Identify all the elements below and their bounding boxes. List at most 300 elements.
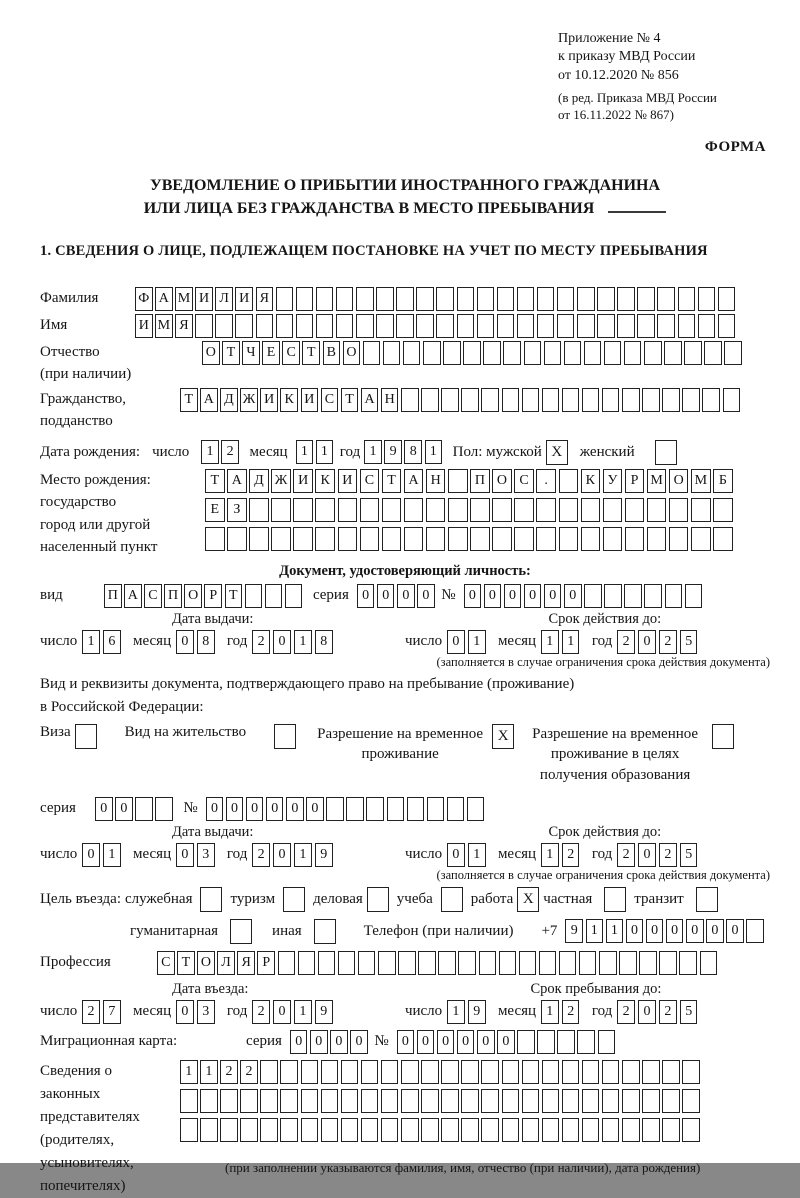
char-cell[interactable] xyxy=(260,1118,278,1142)
char-cell[interactable]: К xyxy=(280,388,298,412)
char-cell[interactable] xyxy=(481,388,499,412)
char-cell[interactable]: О xyxy=(492,469,512,493)
char-cell[interactable] xyxy=(657,314,675,338)
char-cell[interactable] xyxy=(135,797,153,821)
char-cell[interactable] xyxy=(562,1089,580,1113)
char-cell[interactable] xyxy=(577,314,595,338)
char-cell[interactable] xyxy=(492,498,512,522)
char-cell[interactable] xyxy=(624,341,642,365)
char-cell[interactable]: 1 xyxy=(103,843,121,867)
char-cell[interactable] xyxy=(637,314,655,338)
char-cell[interactable]: 2 xyxy=(82,1000,100,1024)
char-cell[interactable] xyxy=(622,1060,640,1084)
char-cell[interactable]: 0 xyxy=(626,919,644,943)
char-cell[interactable] xyxy=(536,527,556,551)
char-cell[interactable] xyxy=(662,388,680,412)
char-cell[interactable] xyxy=(479,951,497,975)
char-cell[interactable]: 1 xyxy=(200,1060,218,1084)
char-cell[interactable]: С xyxy=(157,951,175,975)
char-cell[interactable] xyxy=(562,388,580,412)
char-cell[interactable]: М xyxy=(691,469,711,493)
char-cell[interactable] xyxy=(514,527,534,551)
char-cell[interactable]: Ж xyxy=(240,388,258,412)
char-cell[interactable] xyxy=(562,1060,580,1084)
char-cell[interactable] xyxy=(542,1118,560,1142)
char-cell[interactable]: А xyxy=(200,388,218,412)
char-cell[interactable]: Я xyxy=(175,314,193,338)
char-cell[interactable]: 0 xyxy=(564,584,582,608)
char-cell[interactable] xyxy=(301,1118,319,1142)
char-cell[interactable]: П xyxy=(104,584,122,608)
char-cell[interactable] xyxy=(718,314,736,338)
char-cell[interactable] xyxy=(597,287,615,311)
char-cell[interactable] xyxy=(387,797,405,821)
char-cell[interactable] xyxy=(338,527,358,551)
char-cell[interactable] xyxy=(427,797,445,821)
char-cell[interactable] xyxy=(361,1060,379,1084)
char-cell[interactable] xyxy=(326,797,344,821)
char-cell[interactable] xyxy=(448,527,468,551)
char-cell[interactable] xyxy=(617,314,635,338)
char-cell[interactable]: И xyxy=(293,469,313,493)
char-cell[interactable] xyxy=(622,1089,640,1113)
edu-permit-checkbox[interactable] xyxy=(712,724,734,749)
char-cell[interactable]: Т xyxy=(302,341,320,365)
char-cell[interactable]: 3 xyxy=(197,843,215,867)
char-cell[interactable]: М xyxy=(175,287,193,311)
char-cell[interactable] xyxy=(458,951,476,975)
char-cell[interactable]: 8 xyxy=(404,440,422,464)
char-cell[interactable] xyxy=(220,1118,238,1142)
char-cell[interactable] xyxy=(448,498,468,522)
char-cell[interactable] xyxy=(276,287,294,311)
char-cell[interactable]: 3 xyxy=(197,1000,215,1024)
char-cell[interactable]: 5 xyxy=(680,843,698,867)
char-cell[interactable] xyxy=(401,1089,419,1113)
char-cell[interactable] xyxy=(441,1060,459,1084)
char-cell[interactable]: 7 xyxy=(103,1000,121,1024)
char-cell[interactable]: 0 xyxy=(273,1000,291,1024)
char-cell[interactable] xyxy=(381,1060,399,1084)
char-cell[interactable] xyxy=(401,1060,419,1084)
char-cell[interactable]: Ч xyxy=(242,341,260,365)
char-cell[interactable] xyxy=(678,314,696,338)
char-cell[interactable] xyxy=(467,797,485,821)
char-cell[interactable]: П xyxy=(470,469,490,493)
char-cell[interactable] xyxy=(265,584,283,608)
char-cell[interactable] xyxy=(625,498,645,522)
char-cell[interactable]: М xyxy=(155,314,173,338)
char-cell[interactable] xyxy=(404,498,424,522)
char-cell[interactable]: 1 xyxy=(468,630,486,654)
char-cell[interactable]: А xyxy=(361,388,379,412)
char-cell[interactable] xyxy=(536,498,556,522)
char-cell[interactable]: Т xyxy=(177,951,195,975)
char-cell[interactable] xyxy=(336,287,354,311)
char-cell[interactable] xyxy=(517,287,535,311)
char-cell[interactable] xyxy=(443,341,461,365)
purpose-business-checkbox[interactable] xyxy=(367,887,389,912)
char-cell[interactable]: Р xyxy=(204,584,222,608)
char-cell[interactable] xyxy=(470,498,490,522)
char-cell[interactable]: 0 xyxy=(638,630,656,654)
char-cell[interactable]: А xyxy=(155,287,173,311)
char-cell[interactable]: 0 xyxy=(330,1030,348,1054)
char-cell[interactable]: К xyxy=(581,469,601,493)
char-cell[interactable] xyxy=(581,498,601,522)
char-cell[interactable]: 2 xyxy=(659,843,677,867)
char-cell[interactable] xyxy=(584,341,602,365)
char-cell[interactable] xyxy=(502,1118,520,1142)
char-cell[interactable] xyxy=(557,287,575,311)
char-cell[interactable]: 0 xyxy=(273,843,291,867)
char-cell[interactable] xyxy=(296,287,314,311)
char-cell[interactable]: Т xyxy=(222,341,240,365)
char-cell[interactable] xyxy=(341,1118,359,1142)
char-cell[interactable]: . xyxy=(536,469,556,493)
char-cell[interactable] xyxy=(366,797,384,821)
char-cell[interactable]: 6 xyxy=(103,630,121,654)
char-cell[interactable] xyxy=(522,1060,540,1084)
purpose-private-checkbox[interactable] xyxy=(604,887,626,912)
char-cell[interactable] xyxy=(582,1118,600,1142)
temp-permit-checkbox[interactable]: X xyxy=(492,724,514,749)
char-cell[interactable] xyxy=(296,314,314,338)
char-cell[interactable] xyxy=(678,287,696,311)
char-cell[interactable] xyxy=(602,1060,620,1084)
char-cell[interactable] xyxy=(220,1089,238,1113)
char-cell[interactable] xyxy=(403,341,421,365)
char-cell[interactable]: Н xyxy=(426,469,446,493)
char-cell[interactable] xyxy=(522,1118,540,1142)
char-cell[interactable] xyxy=(522,388,540,412)
char-cell[interactable]: 0 xyxy=(226,797,244,821)
char-cell[interactable]: 1 xyxy=(541,1000,559,1024)
char-cell[interactable]: 0 xyxy=(646,919,664,943)
char-cell[interactable] xyxy=(497,287,515,311)
char-cell[interactable]: 2 xyxy=(617,1000,635,1024)
visa-checkbox[interactable] xyxy=(75,724,97,749)
char-cell[interactable]: 0 xyxy=(457,1030,475,1054)
char-cell[interactable]: Т xyxy=(180,388,198,412)
char-cell[interactable] xyxy=(336,314,354,338)
char-cell[interactable]: Т xyxy=(341,388,359,412)
char-cell[interactable] xyxy=(436,287,454,311)
char-cell[interactable] xyxy=(582,1089,600,1113)
char-cell[interactable] xyxy=(200,1089,218,1113)
char-cell[interactable] xyxy=(665,584,683,608)
char-cell[interactable] xyxy=(502,1089,520,1113)
char-cell[interactable] xyxy=(215,314,233,338)
char-cell[interactable]: А xyxy=(124,584,142,608)
char-cell[interactable]: 1 xyxy=(316,440,334,464)
char-cell[interactable]: 0 xyxy=(447,630,465,654)
char-cell[interactable]: Т xyxy=(382,469,402,493)
char-cell[interactable] xyxy=(685,584,703,608)
char-cell[interactable]: 2 xyxy=(562,1000,580,1024)
char-cell[interactable]: 0 xyxy=(206,797,224,821)
char-cell[interactable] xyxy=(378,951,396,975)
char-cell[interactable] xyxy=(642,1089,660,1113)
char-cell[interactable] xyxy=(682,1118,700,1142)
char-cell[interactable] xyxy=(644,584,662,608)
char-cell[interactable] xyxy=(639,951,657,975)
char-cell[interactable] xyxy=(682,1060,700,1084)
char-cell[interactable] xyxy=(502,1060,520,1084)
char-cell[interactable]: 0 xyxy=(266,797,284,821)
char-cell[interactable]: 0 xyxy=(115,797,133,821)
char-cell[interactable] xyxy=(416,287,434,311)
char-cell[interactable] xyxy=(481,1089,499,1113)
char-cell[interactable] xyxy=(382,498,402,522)
char-cell[interactable]: 0 xyxy=(350,1030,368,1054)
char-cell[interactable] xyxy=(285,584,303,608)
char-cell[interactable]: 0 xyxy=(524,584,542,608)
char-cell[interactable] xyxy=(577,287,595,311)
char-cell[interactable] xyxy=(659,951,677,975)
sex-female-checkbox[interactable] xyxy=(655,440,677,465)
char-cell[interactable] xyxy=(713,498,733,522)
char-cell[interactable] xyxy=(280,1089,298,1113)
char-cell[interactable] xyxy=(669,527,689,551)
char-cell[interactable] xyxy=(597,314,615,338)
char-cell[interactable]: 0 xyxy=(95,797,113,821)
char-cell[interactable]: А xyxy=(404,469,424,493)
char-cell[interactable] xyxy=(702,388,720,412)
char-cell[interactable] xyxy=(542,1060,560,1084)
char-cell[interactable] xyxy=(180,1118,198,1142)
char-cell[interactable] xyxy=(642,1118,660,1142)
char-cell[interactable] xyxy=(441,1089,459,1113)
char-cell[interactable] xyxy=(644,341,662,365)
char-cell[interactable] xyxy=(301,1089,319,1113)
char-cell[interactable] xyxy=(376,314,394,338)
char-cell[interactable] xyxy=(227,527,247,551)
char-cell[interactable] xyxy=(579,951,597,975)
char-cell[interactable]: С xyxy=(321,388,339,412)
char-cell[interactable] xyxy=(240,1089,258,1113)
char-cell[interactable] xyxy=(679,951,697,975)
char-cell[interactable] xyxy=(557,314,575,338)
char-cell[interactable] xyxy=(637,287,655,311)
char-cell[interactable] xyxy=(341,1089,359,1113)
char-cell[interactable] xyxy=(205,527,225,551)
char-cell[interactable]: Р xyxy=(625,469,645,493)
char-cell[interactable] xyxy=(461,1060,479,1084)
char-cell[interactable]: 0 xyxy=(377,584,395,608)
char-cell[interactable] xyxy=(517,314,535,338)
char-cell[interactable]: 0 xyxy=(686,919,704,943)
char-cell[interactable] xyxy=(398,951,416,975)
char-cell[interactable] xyxy=(625,527,645,551)
char-cell[interactable]: 1 xyxy=(82,630,100,654)
char-cell[interactable] xyxy=(421,1118,439,1142)
char-cell[interactable]: Ф xyxy=(135,287,153,311)
char-cell[interactable] xyxy=(602,1118,620,1142)
char-cell[interactable]: 0 xyxy=(273,630,291,654)
char-cell[interactable]: П xyxy=(164,584,182,608)
char-cell[interactable]: Н xyxy=(381,388,399,412)
char-cell[interactable] xyxy=(418,951,436,975)
char-cell[interactable] xyxy=(642,1060,660,1084)
char-cell[interactable] xyxy=(684,341,702,365)
char-cell[interactable]: О xyxy=(184,584,202,608)
char-cell[interactable] xyxy=(358,951,376,975)
char-cell[interactable]: 1 xyxy=(294,1000,312,1024)
char-cell[interactable]: 2 xyxy=(252,630,270,654)
char-cell[interactable]: Я xyxy=(256,287,274,311)
char-cell[interactable] xyxy=(461,1089,479,1113)
char-cell[interactable] xyxy=(539,951,557,975)
char-cell[interactable] xyxy=(718,287,736,311)
char-cell[interactable] xyxy=(483,341,501,365)
char-cell[interactable] xyxy=(598,1030,616,1054)
char-cell[interactable]: М xyxy=(647,469,667,493)
char-cell[interactable]: О xyxy=(197,951,215,975)
purpose-other-checkbox[interactable] xyxy=(314,919,336,944)
char-cell[interactable]: 0 xyxy=(306,797,324,821)
char-cell[interactable] xyxy=(356,287,374,311)
char-cell[interactable]: Л xyxy=(215,287,233,311)
char-cell[interactable]: 0 xyxy=(447,843,465,867)
char-cell[interactable] xyxy=(195,314,213,338)
char-cell[interactable]: Е xyxy=(262,341,280,365)
char-cell[interactable] xyxy=(723,388,741,412)
char-cell[interactable]: И xyxy=(301,388,319,412)
char-cell[interactable] xyxy=(321,1118,339,1142)
char-cell[interactable]: 0 xyxy=(464,584,482,608)
char-cell[interactable] xyxy=(559,951,577,975)
char-cell[interactable]: 8 xyxy=(197,630,215,654)
char-cell[interactable] xyxy=(256,314,274,338)
char-cell[interactable]: 9 xyxy=(468,1000,486,1024)
char-cell[interactable]: Р xyxy=(257,951,275,975)
char-cell[interactable] xyxy=(499,951,517,975)
char-cell[interactable]: Л xyxy=(217,951,235,975)
char-cell[interactable] xyxy=(381,1118,399,1142)
char-cell[interactable] xyxy=(603,527,623,551)
char-cell[interactable] xyxy=(559,498,579,522)
char-cell[interactable] xyxy=(557,1030,575,1054)
char-cell[interactable] xyxy=(346,797,364,821)
char-cell[interactable]: 0 xyxy=(437,1030,455,1054)
char-cell[interactable] xyxy=(691,527,711,551)
char-cell[interactable]: 9 xyxy=(315,843,333,867)
char-cell[interactable] xyxy=(280,1118,298,1142)
char-cell[interactable] xyxy=(321,1060,339,1084)
char-cell[interactable] xyxy=(360,527,380,551)
char-cell[interactable] xyxy=(361,1118,379,1142)
char-cell[interactable] xyxy=(361,1089,379,1113)
residence-permit-checkbox[interactable] xyxy=(274,724,296,749)
char-cell[interactable] xyxy=(321,1089,339,1113)
char-cell[interactable] xyxy=(316,287,334,311)
char-cell[interactable] xyxy=(421,388,439,412)
char-cell[interactable]: 2 xyxy=(221,440,239,464)
char-cell[interactable] xyxy=(522,1089,540,1113)
char-cell[interactable]: Т xyxy=(205,469,225,493)
char-cell[interactable] xyxy=(249,527,269,551)
char-cell[interactable]: 0 xyxy=(417,1030,435,1054)
char-cell[interactable]: 0 xyxy=(286,797,304,821)
char-cell[interactable] xyxy=(603,498,623,522)
char-cell[interactable] xyxy=(396,287,414,311)
char-cell[interactable]: Д xyxy=(249,469,269,493)
char-cell[interactable]: 0 xyxy=(82,843,100,867)
char-cell[interactable] xyxy=(517,1030,535,1054)
char-cell[interactable] xyxy=(604,584,622,608)
char-cell[interactable]: 2 xyxy=(562,843,580,867)
char-cell[interactable] xyxy=(404,527,424,551)
char-cell[interactable] xyxy=(647,527,667,551)
char-cell[interactable] xyxy=(562,1118,580,1142)
char-cell[interactable] xyxy=(514,498,534,522)
char-cell[interactable]: 2 xyxy=(659,630,677,654)
char-cell[interactable] xyxy=(564,341,582,365)
char-cell[interactable] xyxy=(559,469,579,493)
char-cell[interactable] xyxy=(470,527,490,551)
char-cell[interactable]: 0 xyxy=(176,843,194,867)
char-cell[interactable] xyxy=(423,341,441,365)
char-cell[interactable] xyxy=(461,388,479,412)
char-cell[interactable]: 0 xyxy=(176,1000,194,1024)
char-cell[interactable] xyxy=(200,1118,218,1142)
char-cell[interactable]: С xyxy=(514,469,534,493)
char-cell[interactable] xyxy=(407,797,425,821)
char-cell[interactable] xyxy=(293,498,313,522)
char-cell[interactable] xyxy=(301,1060,319,1084)
char-cell[interactable] xyxy=(382,527,402,551)
char-cell[interactable] xyxy=(276,314,294,338)
char-cell[interactable] xyxy=(698,287,716,311)
char-cell[interactable]: 1 xyxy=(562,630,580,654)
sex-male-checkbox[interactable]: X xyxy=(546,440,568,465)
char-cell[interactable]: 0 xyxy=(357,584,375,608)
char-cell[interactable] xyxy=(271,498,291,522)
char-cell[interactable] xyxy=(341,1060,359,1084)
char-cell[interactable]: 1 xyxy=(425,440,443,464)
char-cell[interactable] xyxy=(542,1089,560,1113)
char-cell[interactable] xyxy=(381,1089,399,1113)
char-cell[interactable]: 0 xyxy=(484,584,502,608)
char-cell[interactable]: И xyxy=(338,469,358,493)
char-cell[interactable] xyxy=(421,1089,439,1113)
char-cell[interactable] xyxy=(441,388,459,412)
char-cell[interactable] xyxy=(619,951,637,975)
char-cell[interactable] xyxy=(457,314,475,338)
char-cell[interactable] xyxy=(441,1118,459,1142)
char-cell[interactable] xyxy=(624,584,642,608)
char-cell[interactable] xyxy=(724,341,742,365)
purpose-humanitarian-checkbox[interactable] xyxy=(230,919,252,944)
char-cell[interactable] xyxy=(524,341,542,365)
char-cell[interactable]: А xyxy=(227,469,247,493)
purpose-work-checkbox[interactable]: X xyxy=(517,887,539,912)
char-cell[interactable] xyxy=(584,584,602,608)
char-cell[interactable]: 0 xyxy=(176,630,194,654)
char-cell[interactable]: 0 xyxy=(544,584,562,608)
char-cell[interactable]: С xyxy=(144,584,162,608)
char-cell[interactable]: 1 xyxy=(606,919,624,943)
char-cell[interactable] xyxy=(396,314,414,338)
char-cell[interactable]: Я xyxy=(237,951,255,975)
char-cell[interactable]: 0 xyxy=(638,843,656,867)
char-cell[interactable]: 0 xyxy=(310,1030,328,1054)
char-cell[interactable] xyxy=(278,951,296,975)
char-cell[interactable] xyxy=(249,498,269,522)
char-cell[interactable]: О xyxy=(202,341,220,365)
char-cell[interactable]: О xyxy=(343,341,361,365)
